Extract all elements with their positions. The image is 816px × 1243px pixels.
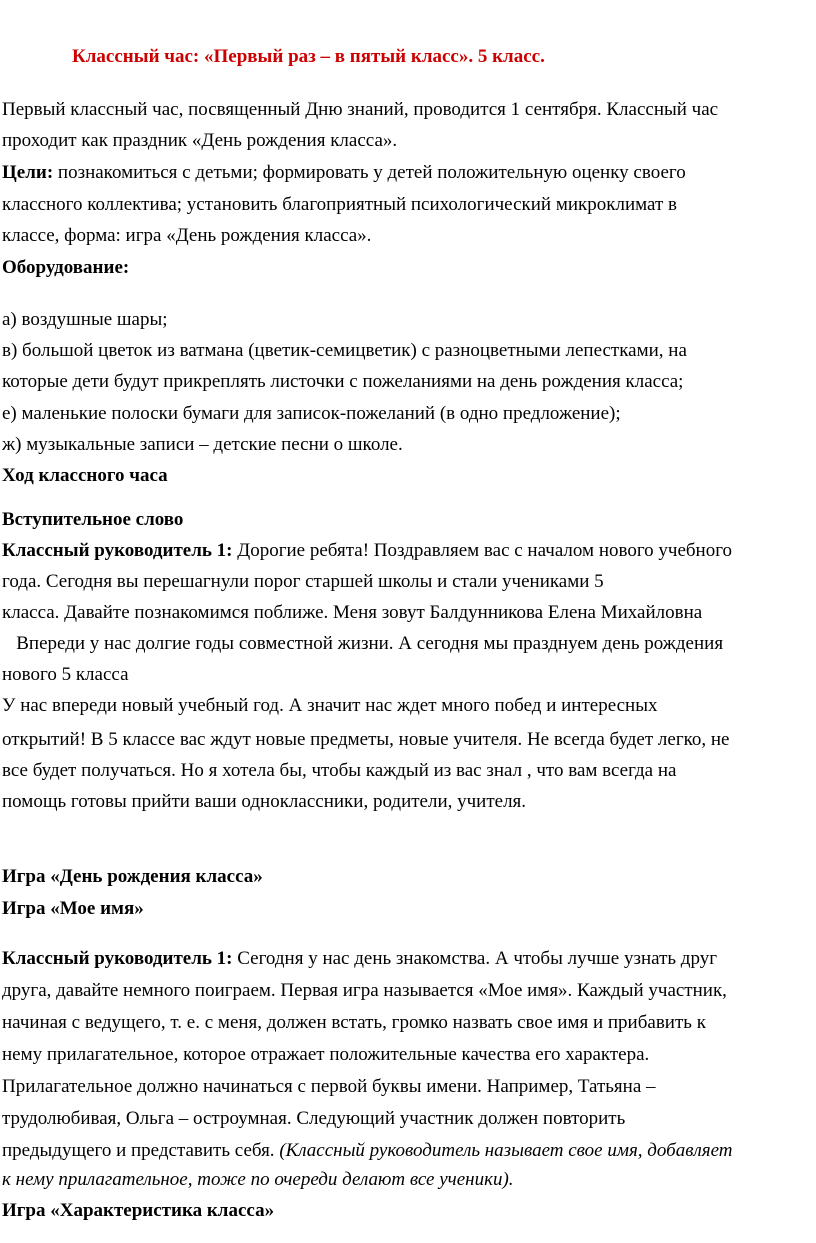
course-heading: Ход классного часа — [2, 465, 168, 486]
game-class-heading: Игра «Характеристика класса» — [2, 1200, 275, 1221]
intro-word-line-4: Впереди у нас долгие годы совместной жизни. А сегодня мы празднуем день рождения — [2, 633, 724, 654]
equipment-item-e: е) маленькие полоски бумаги для записок-пожеланий (в одно предложение); — [2, 403, 621, 424]
game-name-text-part: предыдущего и представить себя. — [2, 1140, 280, 1161]
intro-word-heading: Вступительное слово — [2, 509, 184, 530]
page-title: Классный час: «Первый раз – в пятый класс». 5 класс. — [72, 46, 545, 67]
intro-line-1: Первый классный час, посвященный Дню знаний, проводится 1 сентября. Классный час — [2, 99, 719, 120]
goals-line-2: классного коллектива; установить благоприятный психологический микроклимат в — [2, 194, 677, 215]
game-name-line-5: Прилагательное должно начинаться с первой буквы имени. Например, Татьяна – — [2, 1076, 656, 1097]
intro-word-line-6: У нас впереди новый учебный год. А значит нас ждет много побед и интересных — [2, 695, 658, 716]
game-name-line-6: трудолюбивая, Ольга – остроумная. Следующий участник должен повторить — [2, 1108, 626, 1129]
goals-label: Цели: — [2, 162, 54, 183]
intro-word-line-9: помощь готовы прийти ваши одноклассники, родители, учителя. — [2, 791, 527, 812]
equipment-item-zh: ж) музыкальные записи – детские песни о школе. — [2, 434, 403, 455]
intro-word-line-5: нового 5 класса — [2, 664, 129, 685]
equipment-heading: Оборудование: — [2, 257, 130, 278]
equipment-item-a: а) воздушные шары; — [2, 309, 168, 330]
intro-word-line-2: года. Сегодня вы перешагнули порог старшей школы и стали учениками 5 — [2, 571, 604, 592]
intro-word-line-8: все будет получаться. Но я хотела бы, чтобы каждый из вас знал , что вам всегда на — [2, 760, 677, 781]
intro-word-line-1 — [2, 539, 732, 563]
game-name-text: Сегодня у нас день знакомства. А чтобы лучше узнать друг — [232, 948, 717, 969]
intro-word-line-3: класса. Давайте познакомимся поближе. Меня зовут Балдунникова Елена Михайловна — [2, 602, 703, 623]
game-name-line-7 — [2, 1139, 732, 1163]
intro-line-2: проходит как праздник «День рождения класса». — [2, 130, 398, 151]
goals-line-3: классе, форма: игра «День рождения класса». — [2, 225, 372, 246]
equipment-item-b-line-2: которые дети будут прикреплять листочки с пожеланиями на день рождения класса; — [2, 371, 684, 392]
game-name-remark: (Классный руководитель называет свое имя, добавляет — [279, 1140, 733, 1161]
speaker-label: Классный руководитель 1: — [2, 540, 233, 561]
equipment-item-b-line-1: в) большой цветок из ватмана (цветик-семицветик) с разноцветными лепестками, на — [2, 340, 687, 361]
goals-text: познакомиться с детьми; формировать у детей положительную оценку своего — [53, 162, 686, 183]
game-name-heading: Игра «Мое имя» — [2, 898, 144, 919]
speaker-label: Классный руководитель 1: — [2, 948, 233, 969]
game-name-line-2: друга, давайте немного поиграем. Первая игра называется «Мое имя». Каждый участник, — [2, 980, 727, 1001]
game-birthday-heading: Игра «День рождения класса» — [2, 866, 263, 887]
game-name-line-8: к нему прилагательное, тоже по очереди делают все ученики). — [2, 1169, 514, 1190]
goals-line-1 — [2, 161, 686, 185]
intro-word-text: Дорогие ребята! Поздравляем вас с началом нового учебного — [232, 540, 733, 561]
intro-word-line-7: открытий! В 5 классе вас ждут новые предметы, новые учителя. Не всегда будет легко, не — [2, 729, 730, 750]
game-name-line-3: начиная с ведущего, т. е. с меня, должен встать, громко назвать свое имя и прибавить к — [2, 1012, 706, 1033]
game-name-line-4: нему прилагательное, которое отражает положительные качества его характера. — [2, 1044, 650, 1065]
game-name-line-1 — [2, 947, 717, 971]
